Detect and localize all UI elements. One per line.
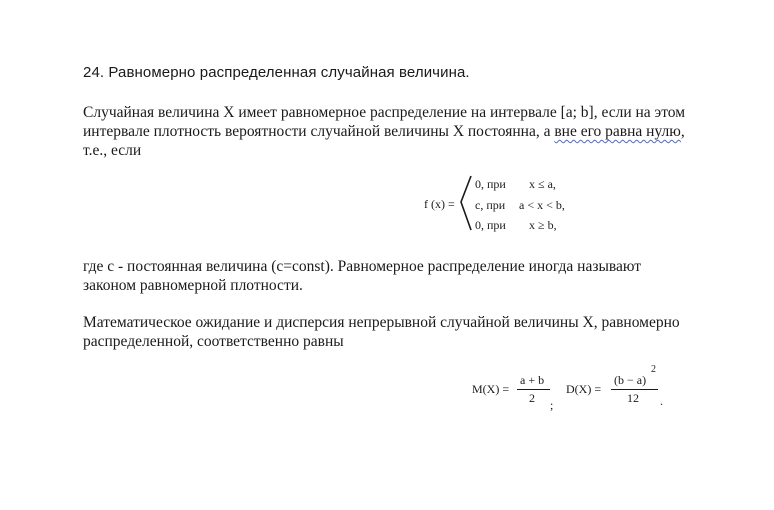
constant-paragraph [83,257,723,295]
case-1-value: 0, при [475,177,506,191]
moments-paragraph [83,313,723,351]
mean-numerator: a + b [520,373,545,387]
moments-line-2: распределенной, соответственно равны [83,333,344,350]
density-formula [420,172,590,236]
mean-separator: ; [550,398,554,412]
case-3-condition: x ≥ b, [529,218,557,232]
case-2-condition: a < x < b, [519,198,565,212]
definition-line-2-end: , [680,123,685,140]
variance-end-mark: . [660,394,663,408]
section-heading: 24. Равномерно распределенная случайная величина. [83,64,470,81]
case-1-condition: x ≤ a, [529,177,556,191]
left-brace-icon [456,174,474,232]
mean-fraction-bar [517,389,550,390]
mean-denominator: 2 [529,391,535,405]
definition-line-2 [83,122,723,141]
density-lhs: f (x) = [424,197,455,211]
moments-formula [466,364,676,416]
variance-fraction-bar [611,389,658,390]
variance-denominator: 12 [627,391,639,405]
variance-numerator: (b − a) [614,373,647,387]
spellcheck-underlined-text[interactable]: вне его равна нулю [554,123,681,140]
definition-line-2-text: интервале плотность вероятности случайной величины X постоянна, а [83,123,555,140]
moments-line-1: Математическое ожидание и дисперсия непрерывной случайной величины X, равномерно [83,314,680,331]
mean-lhs: M(X) = [472,382,510,396]
variance-lhs: D(X) = [566,382,602,396]
case-3-value: 0, при [475,218,506,232]
constant-line-1: где с - постоянная величина (c=const). Равномерное распределение иногда называют [83,258,642,275]
definition-line-3: т.е., если [83,142,142,159]
case-2-value: c, при [475,198,506,212]
variance-exponent: 2 [651,364,656,375]
constant-line-2: законом равномерной плотности. [83,277,303,294]
definition-paragraph [83,103,723,160]
definition-line-1: Случайная величина X имеет равномерное распределение на интервале [a; b], если на этом [83,104,686,121]
